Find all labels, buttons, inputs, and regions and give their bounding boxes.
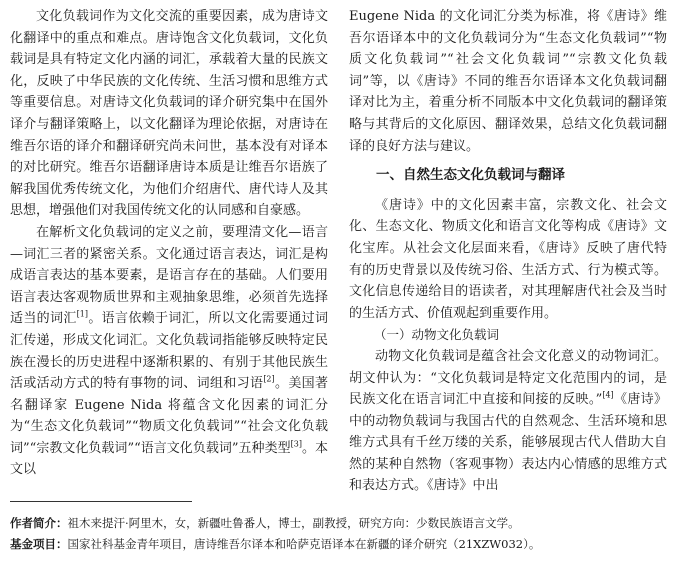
citation-3[interactable]: [3] — [290, 439, 302, 449]
footnotes — [10, 513, 670, 555]
method-text: Eugene Nida 的文化词汇分类为标准，将《唐诗》维吾尔语译本中的文化负载词分为“生态文化负载词”“物质文化负载词”“社会文化负载词”“宗教文化负载词”等，以《唐诗》不同的维吾尔语译本文化负载词翻译对比为主，着重分析不同版本中文化负载词的翻译策略与其背后的文化原因、翻译效果，总结文化负载词翻译的良好方法与建议。 — [349, 9, 667, 154]
section-heading: 一、自然生态文化负载词与翻译 — [376, 167, 565, 184]
definition-text-2: 。语言依赖于词汇，所以文化需要通过词汇传递，形成文化词汇。文化负载词指能够反映特定民族在漫长的历史进程中逐渐积累的、有别于其他民族生活或活动方式的特有事物的词、词组和习语 — [10, 311, 328, 392]
intro-text: 文化负载词作为文化交流的重要因素，成为唐诗文化翻译中的重点和难点。唐诗饱含文化负载词，文化负载词是具有特定文化内涵的词汇，承载着大量的民族文化，反映了中华民族的文化传统、生活习惯和思维方式等重要信息。对唐诗文化负载词的译介研究集中在国外译介与翻译策略上，以文化翻译为理论依据，对唐诗在维吾尔语的译介和翻译研究尚未问世，基本没有对译本的对比研究。维吾尔语翻译唐诗本质是让维吾尔语族了解我国优秀传统文化，为他们介绍唐代、唐代诗人及其思想，增强他们对我国传统文化的认同感和自豪感。 — [10, 9, 328, 219]
right-column — [349, 6, 667, 497]
fund-note — [10, 534, 670, 555]
culture-paragraph — [349, 195, 667, 325]
intro-paragraph — [10, 6, 328, 222]
author-note — [10, 513, 670, 534]
author-text: 祖木来提汗·阿里木，女，新疆吐鲁番人，博士，副教授，研究方向：少数民族语言文学。 — [67, 516, 520, 530]
fund-label: 基金项目： — [10, 537, 68, 551]
definition-text-1: 在解析文化负载词的定义之前，要理清文化—语言—词汇三者的紧密关系。文化通过语言表达，词汇是构成语言表达的基本要素，是语言存在的基础。人们要用语言表达客观物质世界和主观抽象思维，必须首先选择适当的词汇 — [10, 224, 328, 327]
definition-text-4: 。本文以 — [10, 440, 328, 478]
animal-text-1: 动物文化负载词是蕴含社会文化意义的动物词汇。胡文仲认为：“文化负载词是特定文化范围内的词，是民族文化在语言词汇中直接和间接的反映。” — [349, 348, 667, 408]
author-label: 作者简介： — [10, 516, 68, 530]
method-paragraph — [349, 6, 667, 157]
culture-text: 《唐诗》中的文化因素丰富，宗教文化、社会文化、生态文化、物质文化和语言文化等构成《唐诗》文化宝库。从社会文化层面来看，《唐诗》反映了唐代特有的历史背景以及传统习俗、生活方式、行为模式等。文化信息传递给目的语读者，对其理解唐代社会及当时的生活方式、价值观起到重要作用。 — [349, 197, 667, 321]
subsection-heading: （一）动物文化负载词 — [374, 327, 500, 343]
animal-text-2: 《唐诗》中的动物负载词与我国古代的自然观念、生活环境和思维方式具有千丝万缕的关系，能够展现古代人借助大自然的某种自然物（客观事物）表达内心情感的思维方式和表达方式。《唐诗》中出 — [349, 392, 667, 494]
citation-1[interactable]: [1] — [76, 309, 89, 319]
citation-2[interactable]: [2] — [263, 374, 275, 384]
definition-text-3: 。美国著名翻译家 Eugene Nida 将蕴含文化因素的词汇分为“生态文化负载词”“物质文化负载词”“社会文化负载词”“宗教文化负载词”“语言文化负载词”五种类型 — [10, 376, 328, 456]
footnote-divider — [10, 501, 192, 502]
left-column — [10, 6, 328, 481]
fund-text: 国家社科基金青年项目，唐诗维吾尔译本和哈萨克语译本在新疆的译介研究（21XZW032）。 — [67, 537, 541, 551]
animal-paragraph — [349, 346, 667, 497]
citation-4[interactable]: [4] — [602, 390, 614, 400]
definition-paragraph — [10, 222, 328, 481]
